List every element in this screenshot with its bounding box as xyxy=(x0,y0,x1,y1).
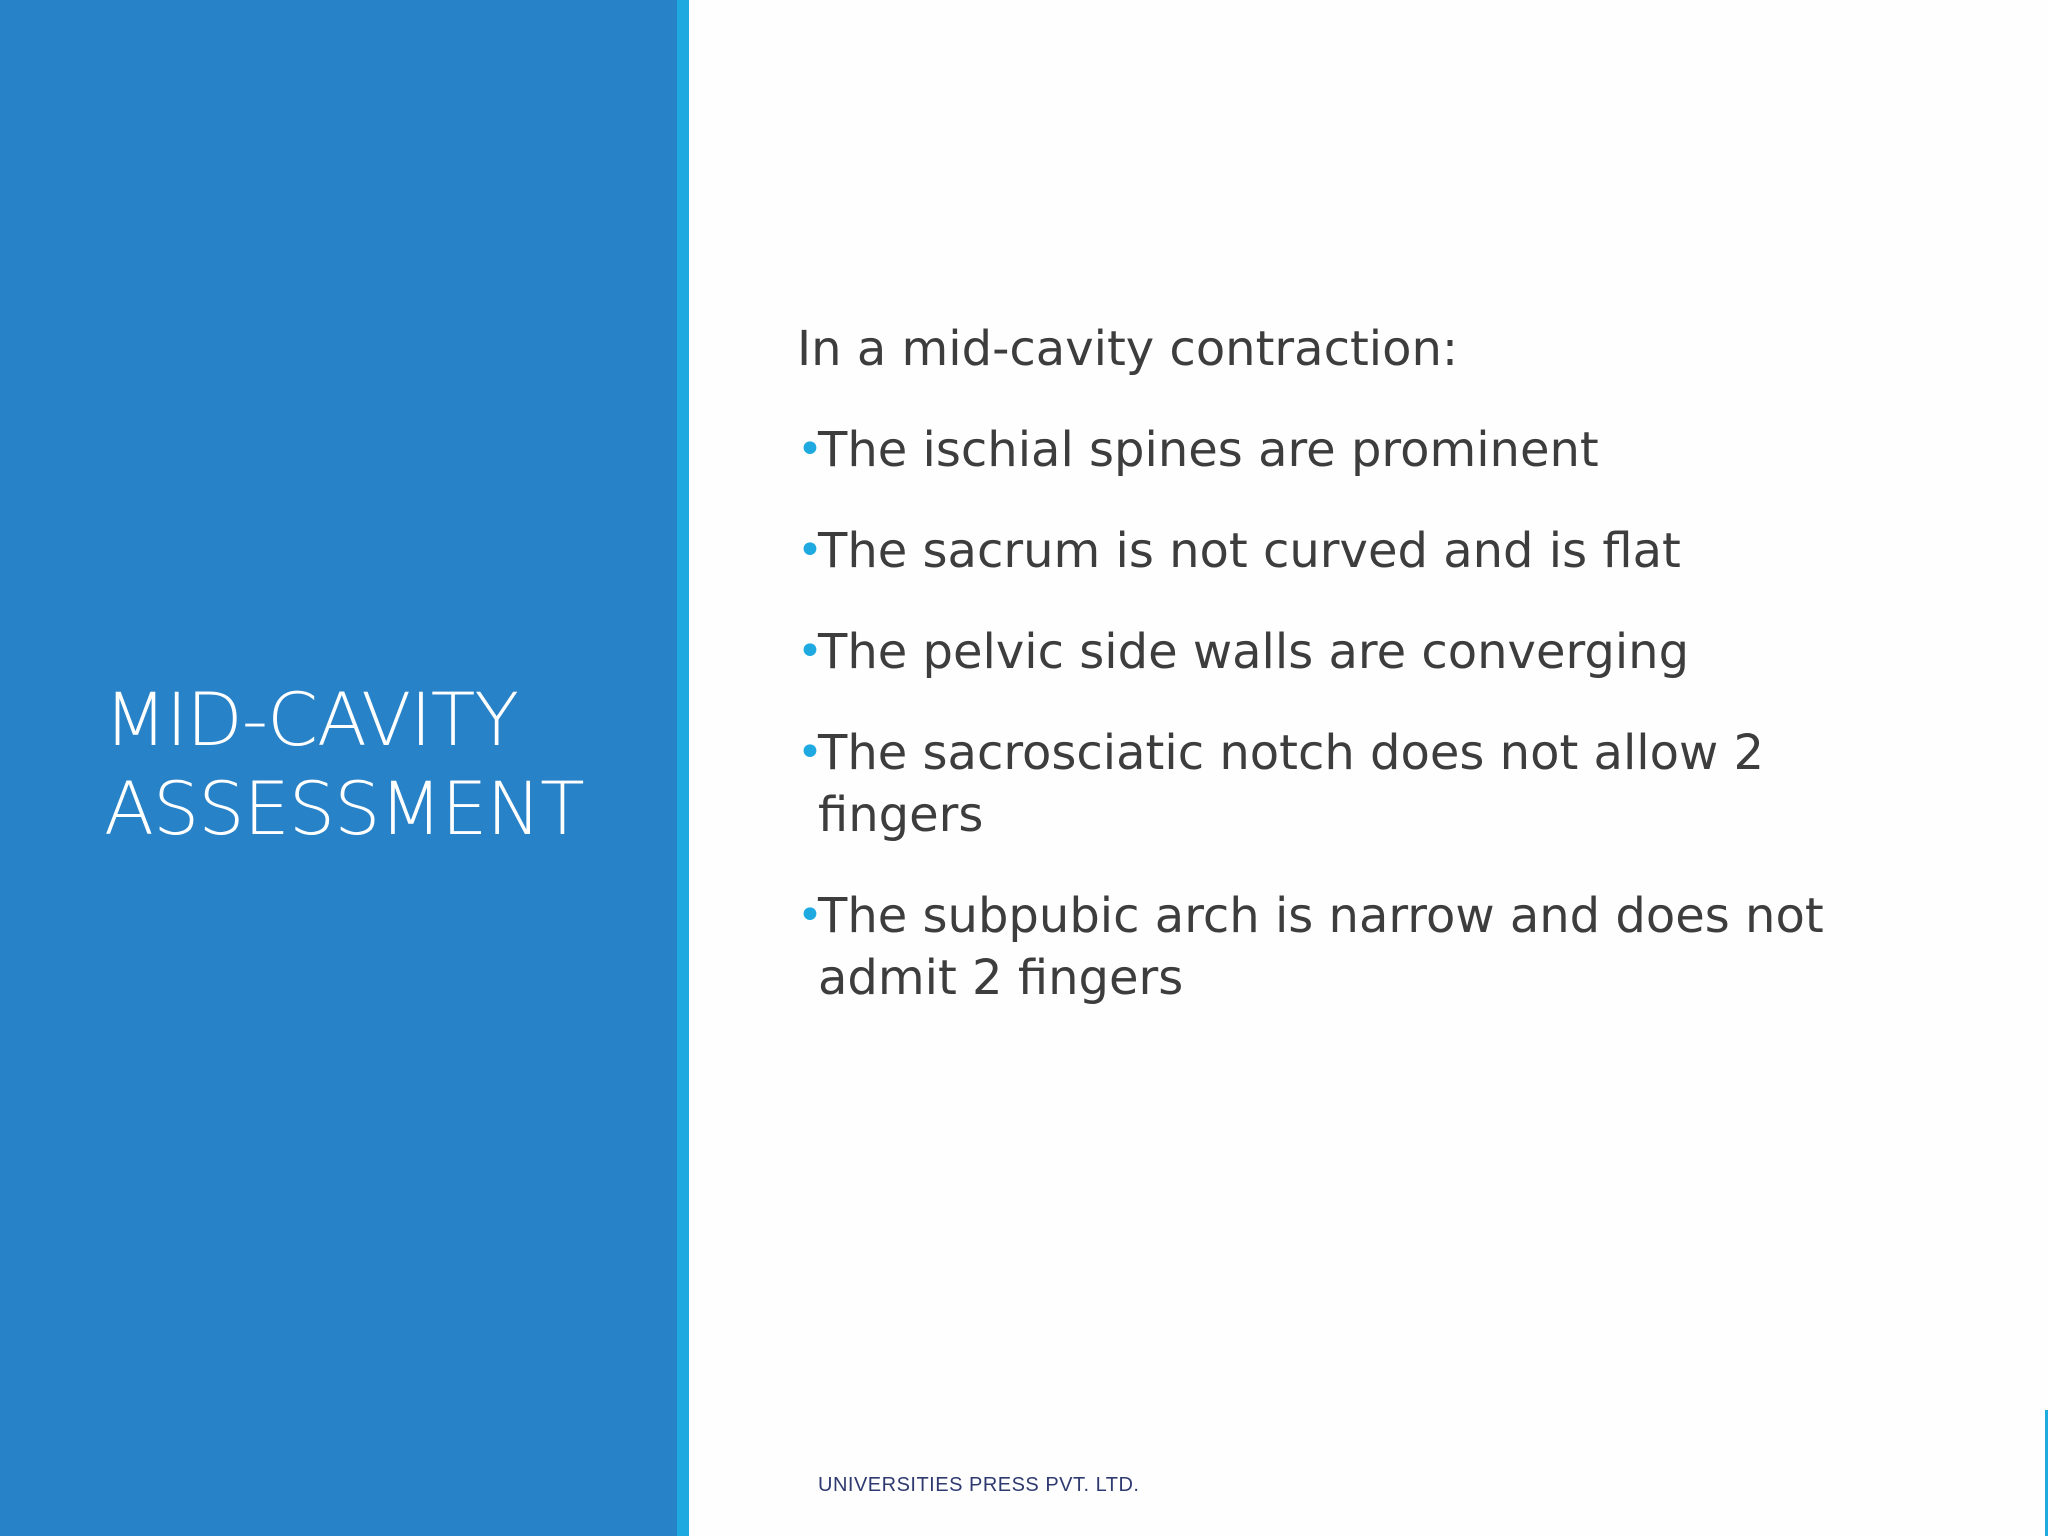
slide-body xyxy=(797,318,1837,1048)
intro-text: In a mid-cavity contraction: xyxy=(797,321,1459,377)
bullet-text: The subpubic arch is narrow and does not admit 2 fingers xyxy=(818,888,1824,1006)
bullet-list xyxy=(797,419,1837,1009)
publisher-footer: UNIVERSITIES PRESS PVT. LTD. xyxy=(818,1474,1140,1496)
slide-title xyxy=(104,676,624,854)
bullet-text: The sacrosciatic notch does not allow 2 fingers xyxy=(818,725,1765,843)
bullet-icon: • xyxy=(797,626,823,677)
list-item xyxy=(797,722,1837,846)
bullet-text: The sacrum is not curved and is flat xyxy=(818,523,1681,579)
bullet-icon: • xyxy=(797,424,823,475)
list-item xyxy=(797,520,1837,582)
bullet-icon: • xyxy=(797,727,823,778)
slide-title-line-1: MID-CAVITY xyxy=(104,678,518,763)
bullet-icon: • xyxy=(797,525,823,576)
slide-title-line-2: ASSESSMENT xyxy=(104,767,584,852)
list-item xyxy=(797,621,1837,683)
bullet-text: The pelvic side walls are converging xyxy=(818,624,1690,680)
list-item xyxy=(797,885,1837,1009)
bullet-text: The ischial spines are prominent xyxy=(818,422,1599,478)
list-item xyxy=(797,419,1837,481)
accent-divider xyxy=(677,0,689,1536)
bullet-icon: • xyxy=(797,890,823,941)
